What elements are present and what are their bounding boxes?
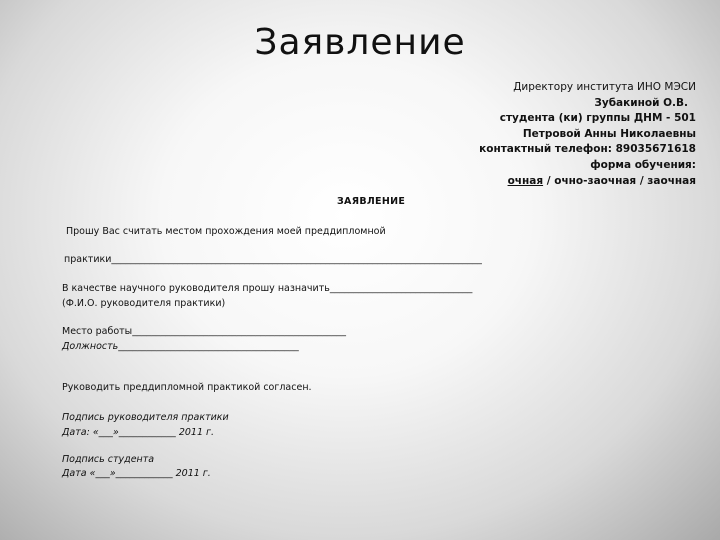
request-line-1: Прошу Вас считать местом прохождения моей преддипломной xyxy=(66,226,386,237)
phone-line: контактный телефон: 89035671618 xyxy=(479,143,696,156)
slide-title-text: Заявление xyxy=(254,22,466,63)
supervisor-signature-label: Подпись руководителя практики xyxy=(62,412,229,423)
document-heading: ЗАЯВЛЕНИЕ xyxy=(337,196,406,207)
position-line: Должность______________________________________ xyxy=(62,341,299,352)
study-form-selected: очная xyxy=(507,174,544,187)
study-form-rest: / очно-заочная / заочная xyxy=(543,174,696,187)
slide-title xyxy=(0,22,720,63)
supervisor-date-line: Дата: «___»____________ 2011 г. xyxy=(62,427,215,438)
supervisor-line: В качестве научного руководителя прошу назначить______________________________ xyxy=(62,283,473,294)
study-form-options xyxy=(396,174,696,190)
supervisor-hint: (Ф.И.О. руководителя практики) xyxy=(62,298,226,309)
study-form-label: форма обучения: xyxy=(590,158,696,171)
addressee-block xyxy=(396,80,696,189)
student-date-line: Дата «___»____________ 2011 г. xyxy=(62,468,211,479)
workplace-line: Место работы_____________________________________________ xyxy=(62,326,346,337)
consent-line: Руководить преддипломной практикой согласен. xyxy=(62,382,312,393)
director-name: Зубакиной О.В. xyxy=(594,96,688,109)
request-line-2: практики______________________________________________________________________________ xyxy=(64,254,482,265)
student-group: студента (ки) группы ДНМ - 501 xyxy=(499,112,696,125)
student-signature-label: Подпись студента xyxy=(62,454,155,465)
student-name: Петровой Анны Николаевны xyxy=(522,127,696,140)
director-line: Директору института ИНО МЭСИ xyxy=(513,81,696,93)
